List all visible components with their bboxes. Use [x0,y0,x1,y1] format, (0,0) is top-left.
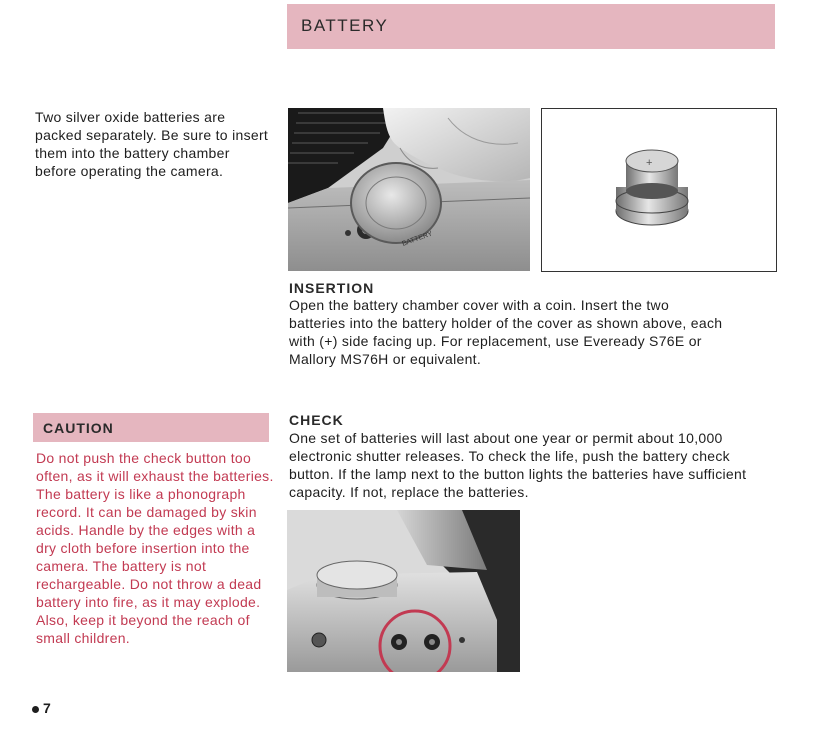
battery-cover-label: BATTERY [401,230,434,248]
page-title: BATTERY [301,16,389,35]
check-button-photo [287,510,520,672]
svg-text:+: + [646,157,653,169]
insertion-paragraph: Open the battery chamber cover with a coin. Insert the two batteries into the battery holder of the cover as shown above, each with (+) side facing up. For replacement, use Eveready S76E or Mallory MS76H or equivalent. [289,297,723,367]
page-number [32,700,51,716]
bullet-icon [32,706,39,713]
coin-insertion-photo [288,108,530,271]
caution-heading: CAUTION [43,420,114,436]
page-number-value: 7 [43,700,51,716]
caution-header [33,413,269,442]
insertion-heading: INSERTION [289,280,375,296]
check-heading: CHECK [289,412,344,428]
intro-paragraph: Two silver oxide batteries are packed separately. Be sure to insert them into the battery chamber before operating the camera. [35,109,269,179]
section-header [287,4,775,49]
check-paragraph: One set of batteries will last about one year or permit about 10,000 electronic shutter releases. To check the life, push the battery check button. If the lamp next to the button lights the batteries have sufficient capacity. If not, replace the batteries. [289,430,747,500]
caution-paragraph: Do not push the check button too often, as it will exhaust the batteries. The battery is like a phonograph record. It can be damaged by skin acids. Handle by the edges with a dry cloth before insertion into the camera. The battery is not rechargeable. Do not throw a dead battery into fire, as it may explode. Also, keep it beyond the reach of small children. [36,450,274,646]
battery-photo [541,108,777,272]
